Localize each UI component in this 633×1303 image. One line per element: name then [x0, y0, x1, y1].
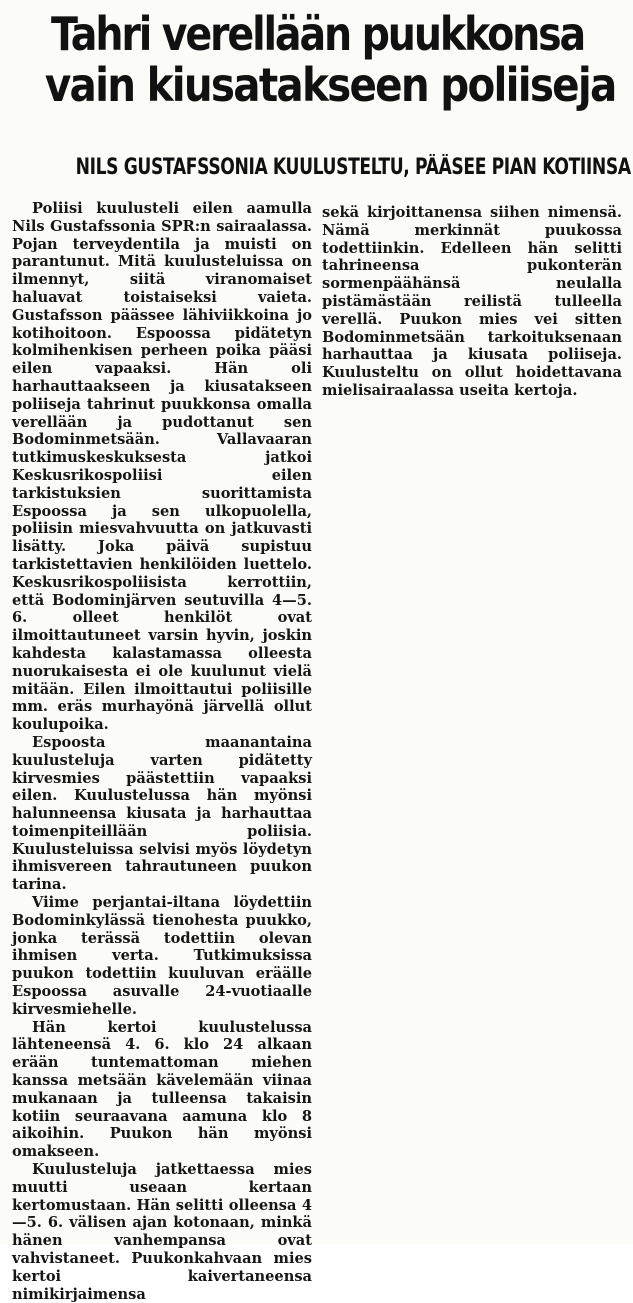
headline-line-2: vain kiusatakseen poliiseja	[44, 58, 616, 112]
article-column-right	[322, 204, 622, 400]
paragraph: Poliisi kuulusteli eilen aamulla Nils Gustafssonia SPR:n sairaalassa. Pojan terveydentila ja muisti on parantunut. Mitä kuulusteluissa on ilmennyt, siitä viranomaiset haluavat toistaiseksi vaieta. Gustafsson päässee lähiviikkoina jo kotihoitoon. Espoossa pidätetyn kolmihenkisen perheen poika pääsi eilen vapaaksi. Hän oli harhauttaakseen ja kiusatakseen poliiseja tahrinut puukkonsa omalla verellään ja pudottanut sen Bodominmetsään. Vallavaaran tutkimuskeskuksesta jatkoi Keskusrikospoliisi eilen tarkistuksien suorittamista Espoossa ja sen ulkopuolella, poliisin miesvahvuutta on jatkuvasti lisätty. Joka päivä supistuu tarkistettavien henkilöiden luettelo. Keskusrikospoliisista kerrottiin, että Bodominjärven seutuvilla 4—5. 6. olleet henkilöt ovat ilmoittautuneet varsin hyvin, joskin kahdesta kalastamassa olleesta nuorukaisesta ei ole kuulunut vielä mitään. Eilen ilmoittautui poliisille mm. eräs murhayönä järvellä ollut koulupoika.	[12, 200, 312, 734]
paragraph: Hän kertoi kuulustelussa lähteneensä 4. 6. klo 24 alkaan erään tuntemattoman miehen kanssa metsään kävelemään viinaa mukanaan ja tulleensa takaisin kotiin seuraavana aamuna klo 8 aikoihin. Puukon hän myönsi omakseen.	[12, 1018, 312, 1161]
article-column-left	[12, 200, 312, 1303]
paragraph: Viime perjantai-iltana löydettiin Bodominkylässä tienohesta puukko, jonka terässä todettiin olevan ihmisen verta. Tutkimuksissa puukon todettiin kuuluvan eräälle Espoossa asuvalle 24-vuotiaalle kirvesmiehelle.	[12, 894, 312, 1018]
subheadline: NILS GUSTAFSSONIA KUULUSTELTU, PÄÄSEE PIAN KOTIINSA	[75, 155, 631, 180]
headline-line-1: Tahri verellään puukkonsa	[51, 7, 585, 61]
headline	[8, 8, 623, 110]
paragraph: sekä kirjoittanensa siihen nimensä. Nämä merkinnät puukossa todettiinkin. Edelleen hän selitti tahrineensa pukonterän sormenpäähänsä neulalla pistämästään reilistä tulleella verellä. Puukon mies vei sitten Bodominmetsään tarkoituksenaan harhauttaa ja kiusata poliiseja. Kuulusteltu on ollut hoidettavana mielisairaalassa useita kertoja.	[322, 204, 622, 399]
paragraph: Espoosta maanantaina kuulusteluja varten pidätetty kirvesmies päästettiin vapaaksi eilen. Kuulustelussa hän myönsi halunneensa kiusata ja harhauttaa toimenpiteillään poliisia. Kuulusteluissa selvisi myös löydetyn ihmisvereen tahrautuneen puukon tarina.	[12, 733, 312, 894]
paragraph: Kuulusteluja jatkettaessa mies muutti useaan kertaan kertomustaan. Hän selitti olleensa 4—5. 6. välisen ajan kotonaan, minkä hänen vanhempansa ovat vahvistaneet. Puukonkahvaan mies kertoi kaivertaneensa nimikirjaimensa	[12, 1161, 312, 1303]
